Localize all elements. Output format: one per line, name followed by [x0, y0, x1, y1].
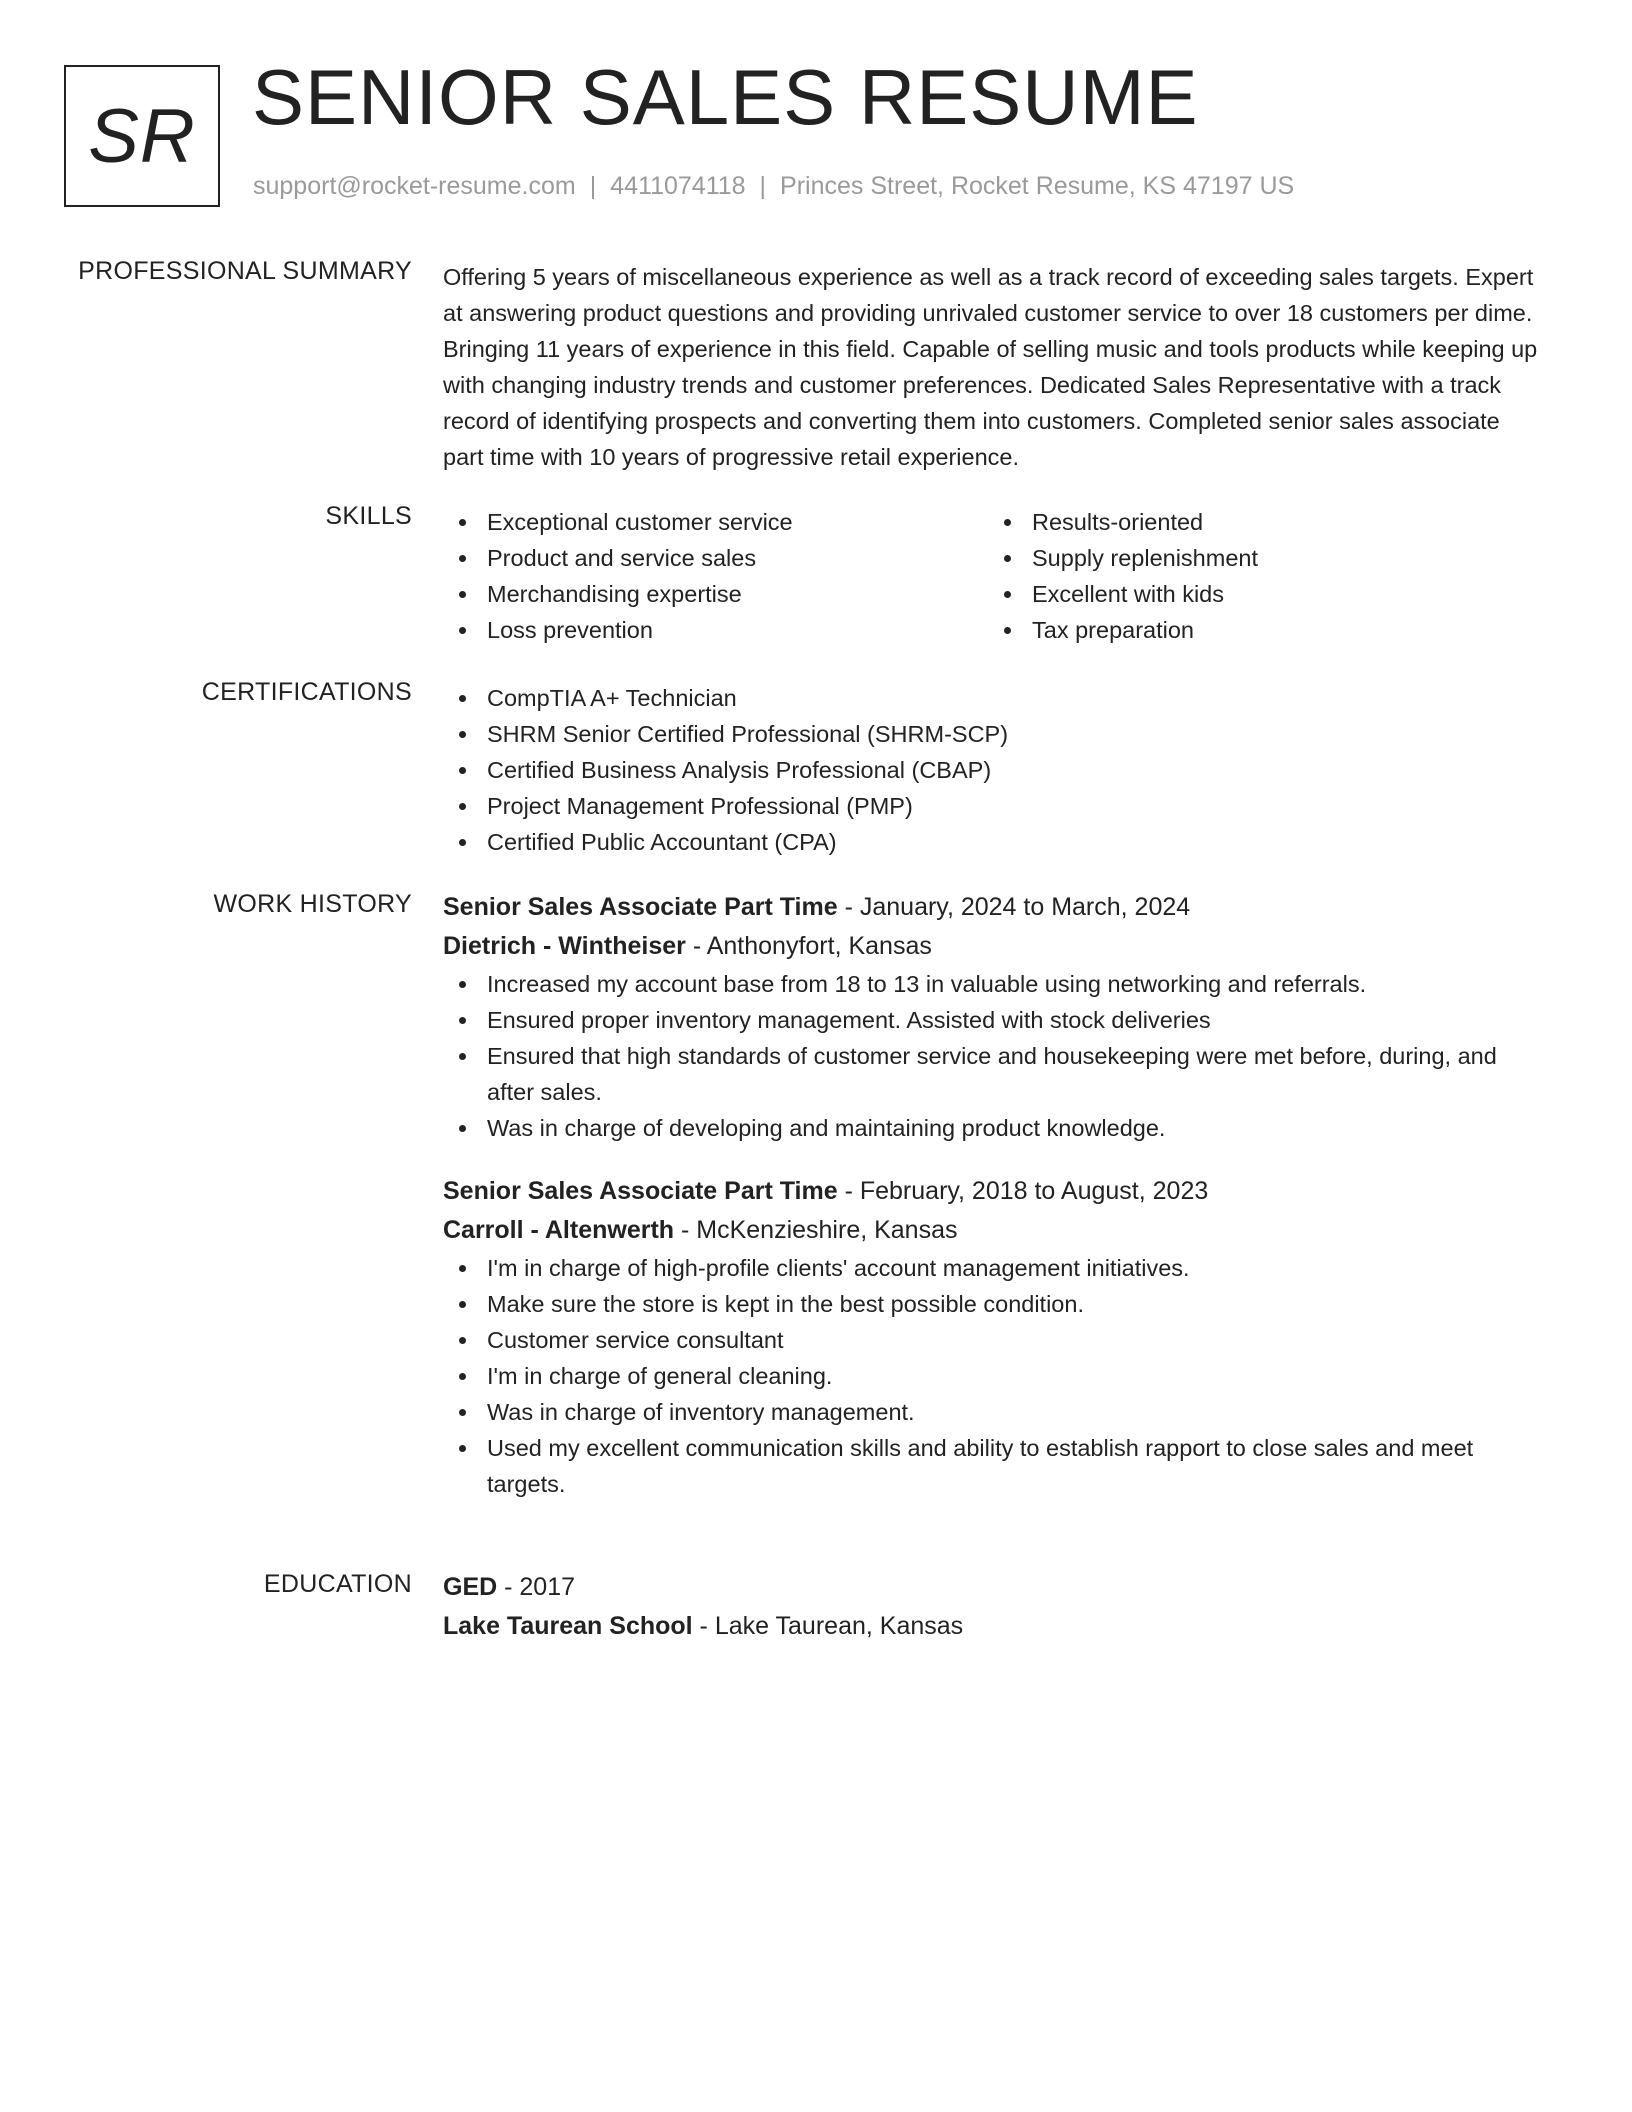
job-dates: - February, 2018 to August, 2023 — [837, 1177, 1209, 1205]
section-heading-skills: SKILLS — [325, 502, 412, 530]
job-duty: Ensured proper inventory management. Assisted with stock deliveries — [443, 1002, 1543, 1038]
certification-item: Certified Business Analysis Professional (CBAP) — [443, 752, 1543, 788]
degree-year: - 2017 — [497, 1573, 576, 1601]
certification-item: CompTIA A+ Technician — [443, 680, 1543, 716]
job-duty: Ensured that high standards of customer service and housekeeping were met before, during, and after sales. — [443, 1038, 1543, 1110]
job-duty: Make sure the store is kept in the best possible condition. — [443, 1286, 1543, 1322]
job-title: Senior Sales Associate Part Time — [443, 893, 838, 921]
job-duties-list — [443, 1250, 1543, 1502]
section-heading-certifications: CERTIFICATIONS — [201, 678, 412, 706]
job-dates: - January, 2024 to March, 2024 — [837, 893, 1191, 921]
job-duty: I'm in charge of general cleaning. — [443, 1358, 1543, 1394]
skills-list-left — [443, 504, 988, 648]
skill-item: Supply replenishment — [988, 540, 1533, 576]
contact-separator: | — [759, 172, 767, 200]
certifications-body — [443, 680, 1543, 860]
contact-separator: | — [589, 172, 597, 200]
skills-list-right — [988, 504, 1533, 648]
certifications-list — [443, 680, 1543, 860]
skill-item: Tax preparation — [988, 612, 1533, 648]
job-duty: Customer service consultant — [443, 1322, 1543, 1358]
employer-location: - McKenzieshire, Kansas — [674, 1216, 958, 1244]
section-heading-summary: PROFESSIONAL SUMMARY — [78, 257, 412, 285]
employer-name: Carroll - Altenwerth — [443, 1216, 675, 1244]
resume-title: SENIOR SALES RESUME — [252, 53, 1199, 141]
employer-line — [443, 1211, 1543, 1250]
job-entry — [443, 888, 1543, 1146]
job-duty: Was in charge of developing and maintaining product knowledge. — [443, 1110, 1543, 1146]
monogram-logo: SR — [64, 65, 220, 207]
skill-item: Results-oriented — [988, 504, 1533, 540]
job-title: Senior Sales Associate Part Time — [443, 1177, 838, 1205]
employer-line — [443, 927, 1543, 966]
summary-text: Offering 5 years of miscellaneous experience as well as a track record of exceeding sales targets. Expert at answering product questions and providing unrivaled customer service to over 18 customers per dime. Bringing 11 years of experience in this field. Capable of selling music and tools products while keeping up with changing industry trends and customer preferences. Dedicated Sales Representative with a track record of identifying prospects and converting them into customers. Completed senior sales associate part time with 10 years of progressive retail experience. — [443, 264, 1538, 470]
certification-item: SHRM Senior Certified Professional (SHRM-SCP) — [443, 716, 1543, 752]
contact-address: Princes Street, Rocket Resume, KS 47197 US — [780, 172, 1295, 200]
certification-item: Certified Public Accountant (CPA) — [443, 824, 1543, 860]
education-body — [443, 1568, 1543, 1646]
job-entry — [443, 1172, 1543, 1502]
school-line — [443, 1607, 1543, 1646]
certification-item: Project Management Professional (PMP) — [443, 788, 1543, 824]
section-heading-work-history: WORK HISTORY — [213, 890, 412, 918]
section-heading-education: EDUCATION — [263, 1570, 412, 1598]
employer-name: Dietrich - Wintheiser — [443, 932, 686, 960]
contact-line — [253, 172, 1294, 201]
job-duties-list — [443, 966, 1543, 1146]
employer-location: - Anthonyfort, Kansas — [685, 932, 932, 960]
skill-item: Loss prevention — [443, 612, 988, 648]
skill-item: Excellent with kids — [988, 576, 1533, 612]
skill-item: Merchandising expertise — [443, 576, 988, 612]
skills-body — [443, 504, 1543, 648]
degree-name: GED — [443, 1573, 498, 1601]
work-history-body — [443, 888, 1543, 1502]
school-location: - Lake Taurean, Kansas — [692, 1612, 964, 1640]
degree-line — [443, 1568, 1543, 1607]
contact-phone: 4411074118 — [610, 172, 746, 200]
job-duty: Used my excellent communication skills and ability to establish rapport to close sales and meet targets. — [443, 1430, 1543, 1502]
job-duty: Was in charge of inventory management. — [443, 1394, 1543, 1430]
school-name: Lake Taurean School — [443, 1612, 693, 1640]
job-duty: I'm in charge of high-profile clients' account management initiatives. — [443, 1250, 1543, 1286]
summary-body — [443, 259, 1543, 475]
contact-email: support@rocket-resume.com — [253, 172, 576, 200]
skill-item: Exceptional customer service — [443, 504, 988, 540]
job-title-line — [443, 888, 1543, 927]
job-title-line — [443, 1172, 1543, 1211]
skill-item: Product and service sales — [443, 540, 988, 576]
job-duty: Increased my account base from 18 to 13 in valuable using networking and referrals. — [443, 966, 1543, 1002]
